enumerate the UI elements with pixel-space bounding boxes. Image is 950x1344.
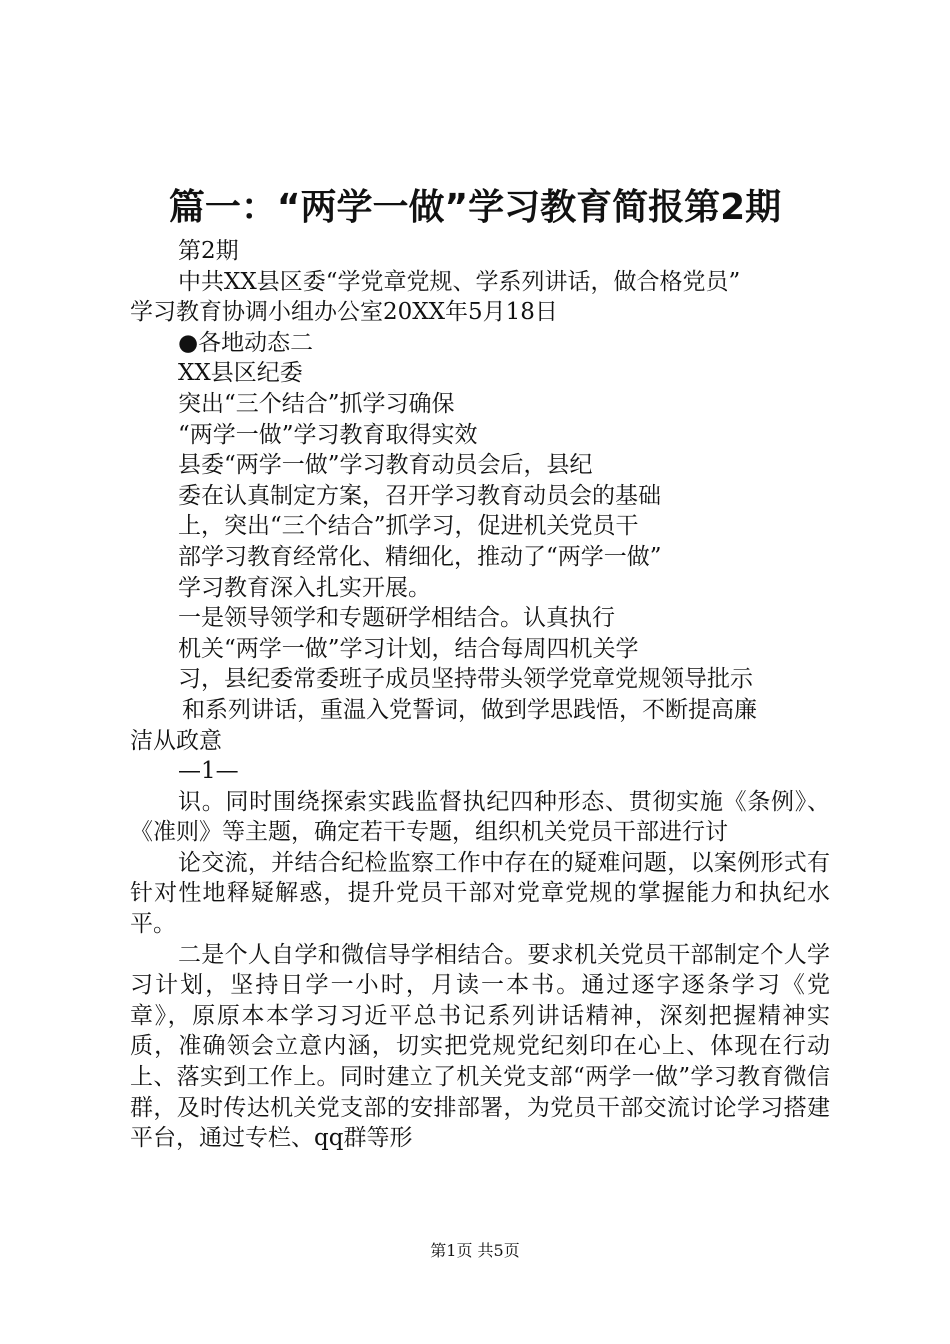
body-line: 委在认真制定方案，召开学习教育动员会的基础 — [178, 482, 661, 509]
body-line: 洁从政意 — [130, 727, 222, 754]
body-line: 学习教育深入扎实开展。 — [178, 574, 431, 601]
paragraph: 论交流，并结合纪检监察工作中存在的疑难问题，以案例形式有针对性地释疑解惑，提升党员干部对党章党规的掌握能力和执纪水平。 — [130, 849, 830, 938]
document-title: 篇一：“两学一做”学习教育简报第2期 — [168, 187, 782, 228]
paragraph: 二是个人自学和微信导学相结合。要求机关党员干部制定个人学习计划，坚持日学一小时，月读一本书。通过逐字逐条学习《党章》，原原本本学习习近平总书记系列讲话精神，深刻把握精神实质，准确领会立意内涵，切实把党规党纪刻印在心上、体现在行动上、落实到工作上。同时建立了机关党支部“两学一做”学习教育微信群，及时传达机关党支部的安排部署，为党员干部交流讨论学习搭建平台，通过专栏、qq群等形 — [130, 941, 830, 1152]
article-headline-1: 突出“三个结合”抓学习确保 — [178, 390, 455, 417]
body-line: 县委“两学一做”学习教育动员会后，县纪 — [178, 452, 593, 479]
body-line: 一是领导领学和专题研学相结合。认真执行 — [178, 605, 615, 632]
section-heading: ●各地动态二 — [178, 329, 314, 356]
article-headline-2: “两学一做”学习教育取得实效 — [178, 421, 478, 448]
body-line: 机关“两学一做”学习计划，结合每周四机关学 — [178, 635, 639, 662]
body-line: 上，突出“三个结合”抓学习，促进机关党员干 — [178, 513, 639, 540]
body-line: 部学习教育经常化、精细化，推动了“两学一做” — [178, 543, 662, 570]
body-line: 习，县纪委常委班子成员坚持带头领学党章党规领导批示 — [178, 666, 753, 693]
body-line: 和系列讲话，重温入党誓词，做到学思践悟，不断提高廉 — [182, 696, 757, 723]
issue-number: 第2期 — [178, 238, 239, 264]
page-footer: 第1页 共5页 — [430, 1241, 520, 1260]
issuer-line: 中共XX县区委“学党章党规、学系列讲话，做合格党员” — [178, 268, 741, 295]
paragraph: 识。同时围绕探索实践监督执纪四种形态、贯彻实施《条例》、《准则》等主题，确定若干专题，组织机关党员干部进行讨 — [130, 788, 830, 846]
document-body — [130, 236, 830, 1154]
unit-name: XX县区纪委 — [178, 360, 303, 387]
page-marker: —1— — [178, 758, 239, 785]
issuer-date-line: 学习教育协调小组办公室20XX年5月18日 — [130, 299, 558, 326]
